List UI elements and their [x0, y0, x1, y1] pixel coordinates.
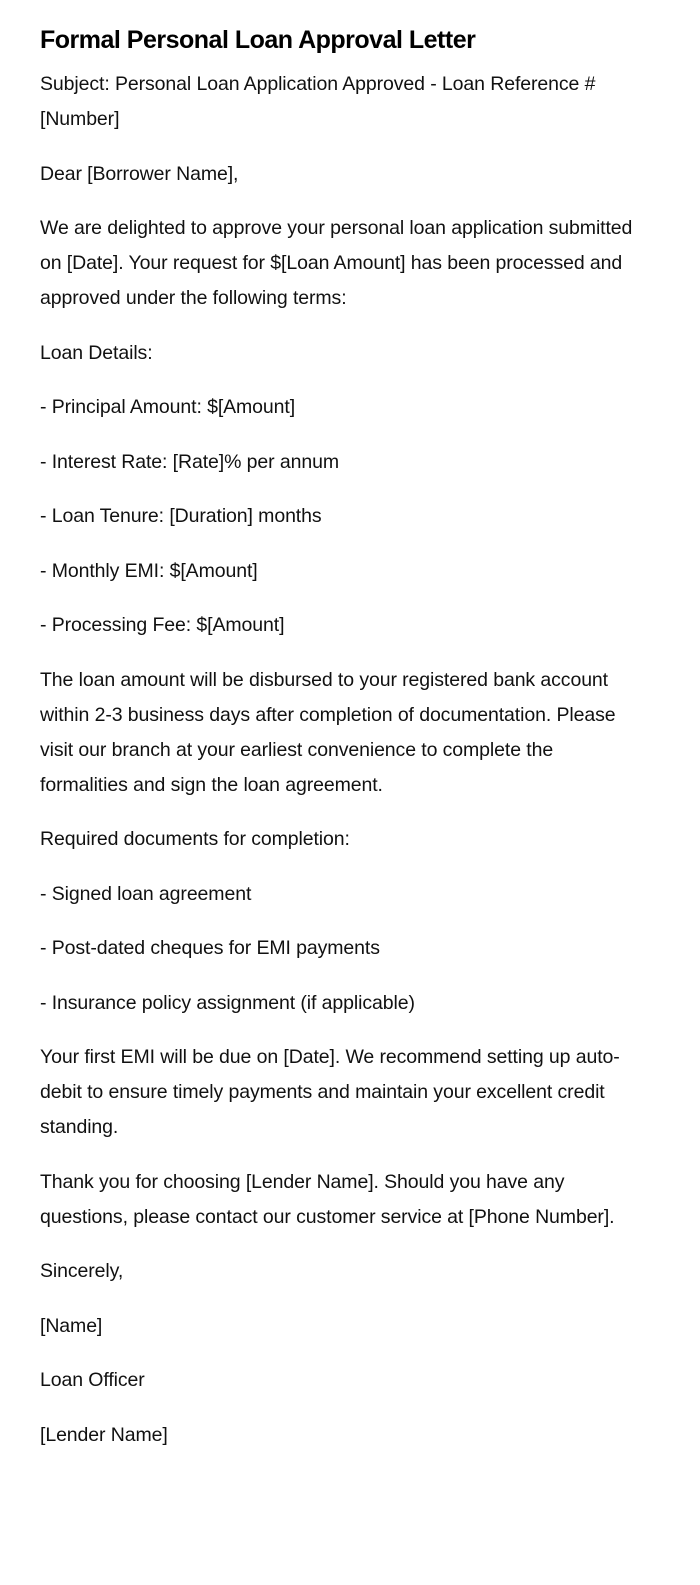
required-doc-item: - Signed loan agreement: [40, 882, 252, 905]
required-doc-item: - Insurance policy assignment (if applicable): [40, 991, 415, 1014]
loan-detail-monthly-emi: - Monthly EMI: $[Amount]: [40, 559, 258, 582]
signer-title: Loan Officer: [40, 1369, 145, 1391]
intro-paragraph: We are delighted to approve your personal loan application submitted on [Date]. Your request for $[Loan Amount] has been processed and approved under the following terms:: [40, 217, 633, 309]
loan-detail-tenure: - Loan Tenure: [Duration] months: [40, 505, 322, 527]
loan-detail-interest-rate: - Interest Rate: [Rate]% per annum: [40, 450, 339, 473]
loan-detail-principal: - Principal Amount: $[Amount]: [40, 396, 296, 418]
closing: Sincerely,: [40, 1260, 124, 1282]
required-doc-item: - Post-dated cheques for EMI payments: [40, 937, 380, 959]
loan-detail-processing-fee: - Processing Fee: $[Amount]: [40, 614, 285, 636]
first-emi-paragraph: Your first EMI will be due on [Date]. We recommend setting up auto-debit to ensure timely payments and maintain your excellent credit standing.: [40, 1046, 620, 1138]
disbursement-paragraph: The loan amount will be disbursed to your registered bank account within 2-3 business days after completion of documentation. Please visit our branch at your earliest convenience to complete the formalities and sign the loan agreement.: [40, 668, 616, 796]
signer-org: [Lender Name]: [40, 1423, 168, 1446]
subject-line: Subject: Personal Loan Application Approved - Loan Reference #[Number]: [40, 73, 596, 130]
thanks-paragraph: Thank you for choosing [Lender Name]. Should you have any questions, please contact our customer service at [Phone Number].: [40, 1170, 615, 1228]
salutation: Dear [Borrower Name],: [40, 162, 239, 185]
signer-name: [Name]: [40, 1314, 103, 1337]
loan-details-heading: Loan Details:: [40, 341, 153, 364]
required-docs-heading: Required documents for completion:: [40, 828, 350, 850]
letter-title: Formal Personal Loan Approval Letter: [40, 26, 476, 54]
